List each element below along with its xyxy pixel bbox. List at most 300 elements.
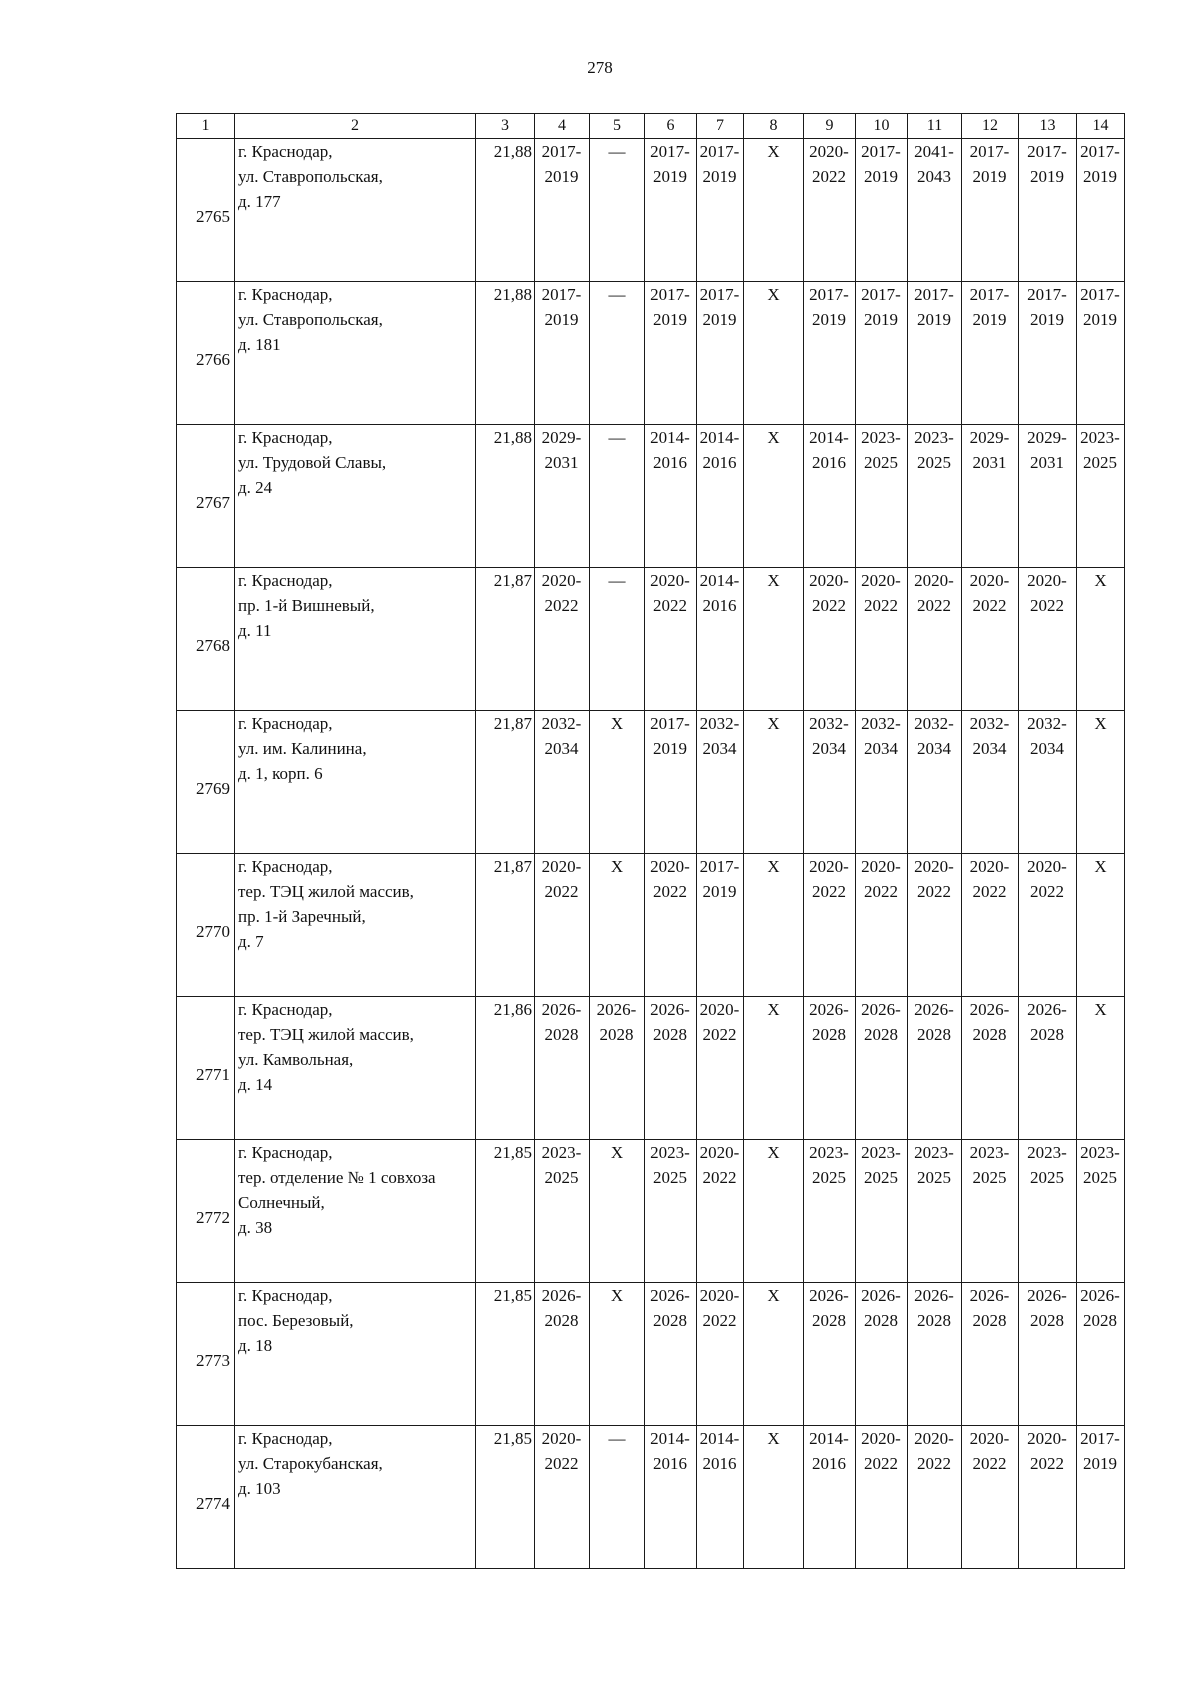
period-cell-line: 2029-	[969, 428, 1010, 447]
period-cell-line: 2022	[864, 596, 898, 615]
period-cell-line: 2034	[702, 739, 737, 758]
address-cell-line: г. Краснодар,	[238, 142, 333, 161]
period-cell-line: 2028	[864, 1025, 898, 1044]
period-cell-line: 2016	[812, 453, 846, 472]
address-cell-line: г. Краснодар,	[238, 571, 333, 590]
period-cell	[535, 854, 590, 997]
period-cell-line: 2025	[864, 453, 898, 472]
table-row	[177, 1426, 1125, 1569]
period-cell	[908, 854, 962, 997]
period-cell-line: 2028	[917, 1025, 951, 1044]
period-cell	[1019, 282, 1077, 425]
column-header-13: 13	[1019, 114, 1077, 139]
mark-cell-line: X	[767, 142, 780, 161]
address-cell-line: Солнечный,	[238, 1193, 325, 1212]
period-cell-line: 2029-	[541, 428, 582, 447]
period-cell	[697, 568, 744, 711]
period-cell-line: 2028	[972, 1025, 1007, 1044]
period-cell	[804, 997, 856, 1140]
value-cell: 21,87	[476, 854, 535, 997]
period-cell	[856, 711, 908, 854]
value-cell: 21,85	[476, 1140, 535, 1283]
period-cell-line: 2020-	[914, 1429, 954, 1448]
period-cell-line: 2025	[544, 1168, 579, 1187]
period-cell-line: 2020-	[1027, 1429, 1067, 1448]
value-cell: 21,87	[476, 568, 535, 711]
period-cell-line: 2026-	[650, 1286, 690, 1305]
period-cell-line: 2023-	[1027, 1143, 1067, 1162]
period-cell-line: 2017-	[861, 142, 901, 161]
mark-cell	[744, 282, 804, 425]
column-header-9: 9	[804, 114, 856, 139]
period-cell-line: 2028	[1030, 1025, 1064, 1044]
address-cell-line: тер. ТЭЦ жилой массив,	[238, 1025, 414, 1044]
period-cell-line: 2028	[653, 1025, 687, 1044]
period-cell-line: 2019	[1083, 310, 1117, 329]
period-cell	[908, 282, 962, 425]
mark-cell-line: X	[610, 857, 624, 876]
address-cell-line: г. Краснодар,	[238, 857, 333, 876]
period-cell-line: 2025	[1030, 1168, 1064, 1187]
period-cell-line: 2019	[544, 310, 579, 329]
period-cell	[962, 568, 1019, 711]
period-cell-line: 2014-	[809, 1429, 849, 1448]
period-cell	[908, 711, 962, 854]
mark-cell	[1077, 854, 1125, 997]
period-cell-line: 2020-	[861, 571, 901, 590]
period-cell	[535, 568, 590, 711]
period-cell-line: 2028	[917, 1311, 951, 1330]
period-cell-line: 2022	[812, 596, 846, 615]
period-cell-line: 2025	[1083, 453, 1117, 472]
period-cell-line: 2023-	[1080, 428, 1120, 447]
period-cell-line: 2022	[917, 882, 951, 901]
value-cell: 21,88	[476, 282, 535, 425]
period-cell-line: 2020-	[969, 857, 1010, 876]
row-number-cell: 2773	[177, 1283, 235, 1426]
address-cell	[235, 711, 476, 854]
period-cell-line: 2020-	[1027, 857, 1067, 876]
period-cell	[697, 1426, 744, 1569]
mark-cell	[1077, 711, 1125, 854]
period-cell-line: 2022	[544, 882, 579, 901]
address-cell-line: д. 177	[238, 192, 281, 211]
address-cell-line: пос. Березовый,	[238, 1311, 354, 1330]
period-cell-line: 2025	[1083, 1168, 1117, 1187]
period-cell	[535, 425, 590, 568]
period-cell-line: 2028	[653, 1311, 687, 1330]
mark-cell	[744, 711, 804, 854]
period-cell-line: 2022	[972, 596, 1007, 615]
period-cell-line: 2017-	[914, 285, 954, 304]
address-cell-line: г. Краснодар,	[238, 285, 333, 304]
period-cell-line: 2020-	[969, 571, 1010, 590]
period-cell	[962, 425, 1019, 568]
period-cell	[590, 997, 645, 1140]
mark-cell	[590, 139, 645, 282]
address-cell	[235, 425, 476, 568]
period-cell-line: 2043	[917, 167, 951, 186]
period-cell-line: 2022	[702, 1168, 737, 1187]
period-cell-line: 2026-	[969, 1000, 1010, 1019]
period-cell-line: 2022	[1030, 882, 1064, 901]
period-cell-line: 2028	[599, 1025, 634, 1044]
period-cell	[1019, 568, 1077, 711]
period-cell-line: 2034	[972, 739, 1007, 758]
period-cell	[535, 997, 590, 1140]
period-cell-line: 2034	[812, 739, 846, 758]
mark-cell	[1077, 568, 1125, 711]
period-cell-line: 2031	[972, 453, 1007, 472]
period-cell	[535, 1426, 590, 1569]
period-cell-line: 2016	[702, 1454, 737, 1473]
mark-cell-line: X	[610, 1286, 624, 1305]
period-cell-line: 2020-	[650, 857, 690, 876]
mark-cell-line: X	[610, 1143, 624, 1162]
period-cell-line: 2017-	[699, 142, 740, 161]
period-cell-line: 2019	[653, 310, 687, 329]
period-cell	[908, 1426, 962, 1569]
address-cell-line: д. 14	[238, 1075, 273, 1094]
period-cell-line: 2022	[917, 1454, 951, 1473]
period-cell	[1019, 1283, 1077, 1426]
period-cell	[856, 1426, 908, 1569]
period-cell	[645, 711, 697, 854]
period-cell-line: 2019	[653, 739, 687, 758]
period-cell	[697, 997, 744, 1140]
period-cell-line: 2034	[864, 739, 898, 758]
mark-cell	[590, 1140, 645, 1283]
period-cell-line: 2014-	[809, 428, 849, 447]
period-cell	[908, 568, 962, 711]
period-cell-line: 2017-	[650, 714, 690, 733]
row-number-cell: 2772	[177, 1140, 235, 1283]
period-cell	[804, 854, 856, 997]
period-cell-line: 2017-	[1080, 1429, 1120, 1448]
address-cell-line: тер. ТЭЦ жилой массив,	[238, 882, 414, 901]
period-cell-line: 2022	[972, 1454, 1007, 1473]
period-cell-line: 2020-	[969, 1429, 1010, 1448]
address-cell-line: д. 11	[238, 621, 272, 640]
mark-cell	[744, 568, 804, 711]
period-cell-line: 2017-	[1080, 285, 1120, 304]
address-cell-line: д. 103	[238, 1479, 281, 1498]
period-cell-line: 2017-	[541, 142, 582, 161]
row-number-cell: 2765	[177, 139, 235, 282]
period-cell-line: 2017-	[1027, 142, 1067, 161]
period-cell-line: 2026-	[1027, 1000, 1067, 1019]
address-cell-line: ул. Трудовой Славы,	[238, 453, 387, 472]
period-cell-line: 2022	[917, 596, 951, 615]
address-cell-line: ул. Старокубанская,	[238, 1454, 383, 1473]
row-number-cell: 2771	[177, 997, 235, 1140]
row-number-cell: 2774	[177, 1426, 235, 1569]
period-cell-line: 2014-	[699, 571, 740, 590]
address-cell	[235, 1426, 476, 1569]
period-cell	[856, 568, 908, 711]
address-cell-line: д. 18	[238, 1336, 273, 1355]
address-cell-line: д. 181	[238, 335, 281, 354]
period-cell	[645, 1283, 697, 1426]
period-cell	[697, 139, 744, 282]
period-cell-line: 2032-	[809, 714, 849, 733]
period-cell	[804, 1426, 856, 1569]
period-cell	[535, 1283, 590, 1426]
period-cell	[645, 997, 697, 1140]
table-row	[177, 282, 1125, 425]
period-cell	[856, 282, 908, 425]
period-cell-line: 2019	[1083, 167, 1117, 186]
period-cell-line: 2026-	[969, 1286, 1010, 1305]
period-cell	[962, 854, 1019, 997]
period-cell-line: 2026-	[861, 1286, 901, 1305]
period-cell	[645, 425, 697, 568]
period-cell	[856, 1283, 908, 1426]
period-cell	[697, 854, 744, 997]
period-cell-line: 2017-	[969, 285, 1010, 304]
period-cell	[856, 1140, 908, 1283]
period-cell-line: 2019	[1030, 167, 1064, 186]
period-cell-line: 2017-	[809, 285, 849, 304]
period-cell-line: 2032-	[699, 714, 740, 733]
period-cell	[856, 854, 908, 997]
mark-cell	[590, 568, 645, 711]
period-cell-line: 2028	[544, 1025, 579, 1044]
period-cell	[697, 425, 744, 568]
mark-cell	[744, 1140, 804, 1283]
period-cell-line: 2023-	[914, 428, 954, 447]
column-header-7: 7	[697, 114, 744, 139]
period-cell-line: 2026-	[809, 1000, 849, 1019]
row-number-cell: 2769	[177, 711, 235, 854]
period-cell-line: 2014-	[650, 428, 690, 447]
period-cell	[1019, 425, 1077, 568]
period-cell-line: 2026-	[809, 1286, 849, 1305]
mark-cell	[590, 1426, 645, 1569]
period-cell	[1077, 139, 1125, 282]
mark-cell	[590, 425, 645, 568]
period-cell-line: 2019	[702, 167, 737, 186]
period-cell-line: 2020-	[914, 857, 954, 876]
period-cell-line: 2020-	[541, 571, 582, 590]
period-cell	[645, 282, 697, 425]
period-cell-line: 2017-	[969, 142, 1010, 161]
mark-cell-line: X	[767, 1143, 780, 1162]
page-number: 278	[587, 58, 613, 77]
period-cell-line: 2020-	[861, 857, 901, 876]
period-cell-line: 2022	[972, 882, 1007, 901]
period-cell	[697, 711, 744, 854]
period-cell-line: 2019	[653, 167, 687, 186]
period-cell-line: 2025	[917, 453, 951, 472]
period-cell-line: 2022	[544, 596, 579, 615]
period-cell-line: 2023-	[650, 1143, 690, 1162]
address-cell-line: г. Краснодар,	[238, 1143, 333, 1162]
period-cell-line: 2032-	[861, 714, 901, 733]
address-cell	[235, 139, 476, 282]
period-cell	[962, 1140, 1019, 1283]
mark-cell	[744, 139, 804, 282]
period-cell-line: 2032-	[969, 714, 1010, 733]
mark-cell	[744, 1283, 804, 1426]
period-cell	[804, 568, 856, 711]
mark-cell-line: X	[767, 1286, 780, 1305]
period-cell-line: 2014-	[699, 428, 740, 447]
period-cell	[645, 1426, 697, 1569]
housing-registry-table	[176, 113, 1125, 1569]
address-cell-line: ул. Камвольная,	[238, 1050, 354, 1069]
period-cell-line: 2017-	[699, 857, 740, 876]
period-cell	[804, 711, 856, 854]
period-cell	[804, 282, 856, 425]
period-cell-line: 2025	[812, 1168, 846, 1187]
period-cell	[645, 1140, 697, 1283]
period-cell-line: 2023-	[541, 1143, 582, 1162]
period-cell-line: 2041-	[914, 142, 954, 161]
period-cell-line: 2020-	[650, 571, 690, 590]
period-cell-line: 2020-	[809, 571, 849, 590]
mark-cell-line: —	[608, 1429, 626, 1448]
address-cell	[235, 997, 476, 1140]
period-cell-line: 2020-	[541, 857, 582, 876]
table-row	[177, 711, 1125, 854]
column-header-6: 6	[645, 114, 697, 139]
mark-cell-line: X	[767, 1000, 780, 1019]
mark-cell-line: —	[608, 428, 626, 447]
period-cell-line: 2022	[544, 1454, 579, 1473]
mark-cell-line: X	[767, 285, 780, 304]
period-cell-line: 2028	[812, 1025, 846, 1044]
period-cell-line: 2034	[917, 739, 951, 758]
value-cell: 21,88	[476, 425, 535, 568]
period-cell	[645, 854, 697, 997]
period-cell-line: 2031	[1030, 453, 1064, 472]
period-cell-line: 2034	[1030, 739, 1064, 758]
table-row	[177, 1283, 1125, 1426]
value-cell: 21,85	[476, 1426, 535, 1569]
period-cell-line: 2032-	[914, 714, 954, 733]
mark-cell	[590, 711, 645, 854]
address-cell	[235, 1283, 476, 1426]
mark-cell	[590, 1283, 645, 1426]
period-cell-line: 2016	[702, 596, 737, 615]
period-cell-line: 2026-	[914, 1286, 954, 1305]
period-cell-line: 2020-	[541, 1429, 582, 1448]
period-cell-line: 2032-	[1027, 714, 1067, 733]
row-number-cell: 2766	[177, 282, 235, 425]
period-cell-line: 2019	[972, 167, 1007, 186]
address-cell-line: ул. Ставропольская,	[238, 310, 383, 329]
period-cell	[962, 1283, 1019, 1426]
address-cell-line: тер. отделение № 1 совхоза	[238, 1168, 436, 1187]
period-cell	[908, 139, 962, 282]
address-cell-line: пр. 1-й Заречный,	[238, 907, 366, 926]
period-cell-line: 2022	[702, 1025, 737, 1044]
period-cell-line: 2026-	[1027, 1286, 1067, 1305]
period-cell-line: 2020-	[699, 1143, 740, 1162]
period-cell-line: 2022	[812, 167, 846, 186]
period-cell-line: 2028	[864, 1311, 898, 1330]
period-cell-line: 2023-	[914, 1143, 954, 1162]
period-cell	[645, 568, 697, 711]
period-cell-line: 2025	[917, 1168, 951, 1187]
mark-cell-line: X	[767, 428, 780, 447]
address-cell-line: ул. им. Калинина,	[238, 739, 367, 758]
period-cell-line: 2023-	[861, 1143, 901, 1162]
period-cell	[804, 139, 856, 282]
period-cell	[1077, 425, 1125, 568]
period-cell-line: 2019	[972, 310, 1007, 329]
mark-cell	[590, 854, 645, 997]
period-cell	[1077, 282, 1125, 425]
table-row	[177, 139, 1125, 282]
mark-cell-line: X	[767, 1429, 780, 1448]
address-cell-line: г. Краснодар,	[238, 1000, 333, 1019]
period-cell-line: 2020-	[1027, 571, 1067, 590]
mark-cell-line: X	[610, 714, 624, 733]
period-cell-line: 2019	[812, 310, 846, 329]
period-cell-line: 2026-	[541, 1286, 582, 1305]
period-cell	[1077, 1283, 1125, 1426]
column-header-1: 1	[177, 114, 235, 139]
period-cell-line: 2026-	[914, 1000, 954, 1019]
mark-cell-line: X	[767, 571, 780, 590]
period-cell-line: 2025	[972, 1168, 1007, 1187]
period-cell-line: 2022	[1030, 596, 1064, 615]
mark-cell	[590, 282, 645, 425]
period-cell	[962, 282, 1019, 425]
column-header-2: 2	[235, 114, 476, 139]
period-cell-line: 2028	[544, 1311, 579, 1330]
period-cell	[645, 139, 697, 282]
address-cell-line: ул. Ставропольская,	[238, 167, 383, 186]
row-number-cell: 2767	[177, 425, 235, 568]
period-cell-line: 2017-	[541, 285, 582, 304]
column-number-header-row	[177, 114, 1125, 139]
value-cell: 21,86	[476, 997, 535, 1140]
period-cell-line: 2020-	[861, 1429, 901, 1448]
period-cell-line: 2017-	[650, 142, 690, 161]
period-cell	[1077, 1140, 1125, 1283]
period-cell-line: 2020-	[914, 571, 954, 590]
period-cell	[804, 425, 856, 568]
period-cell-line: 2026-	[861, 1000, 901, 1019]
address-cell-line: г. Краснодар,	[238, 1286, 333, 1305]
address-cell	[235, 1140, 476, 1283]
period-cell	[856, 425, 908, 568]
column-header-12: 12	[962, 114, 1019, 139]
period-cell	[962, 711, 1019, 854]
period-cell	[804, 1283, 856, 1426]
period-cell	[1077, 1426, 1125, 1569]
period-cell-line: 2019	[1030, 310, 1064, 329]
mark-cell	[744, 854, 804, 997]
period-cell-line: 2023-	[809, 1143, 849, 1162]
period-cell	[697, 282, 744, 425]
address-cell-line: д. 38	[238, 1218, 273, 1237]
period-cell-line: 2031	[544, 453, 579, 472]
value-cell: 21,87	[476, 711, 535, 854]
address-cell-line: г. Краснодар,	[238, 714, 333, 733]
period-cell	[908, 1283, 962, 1426]
period-cell-line: 2026-	[650, 1000, 690, 1019]
period-cell-line: 2025	[653, 1168, 687, 1187]
period-cell	[962, 1426, 1019, 1569]
period-cell-line: 2017-	[1027, 285, 1067, 304]
column-header-10: 10	[856, 114, 908, 139]
period-cell-line: 2023-	[969, 1143, 1010, 1162]
period-cell-line: 2017-	[1080, 142, 1120, 161]
